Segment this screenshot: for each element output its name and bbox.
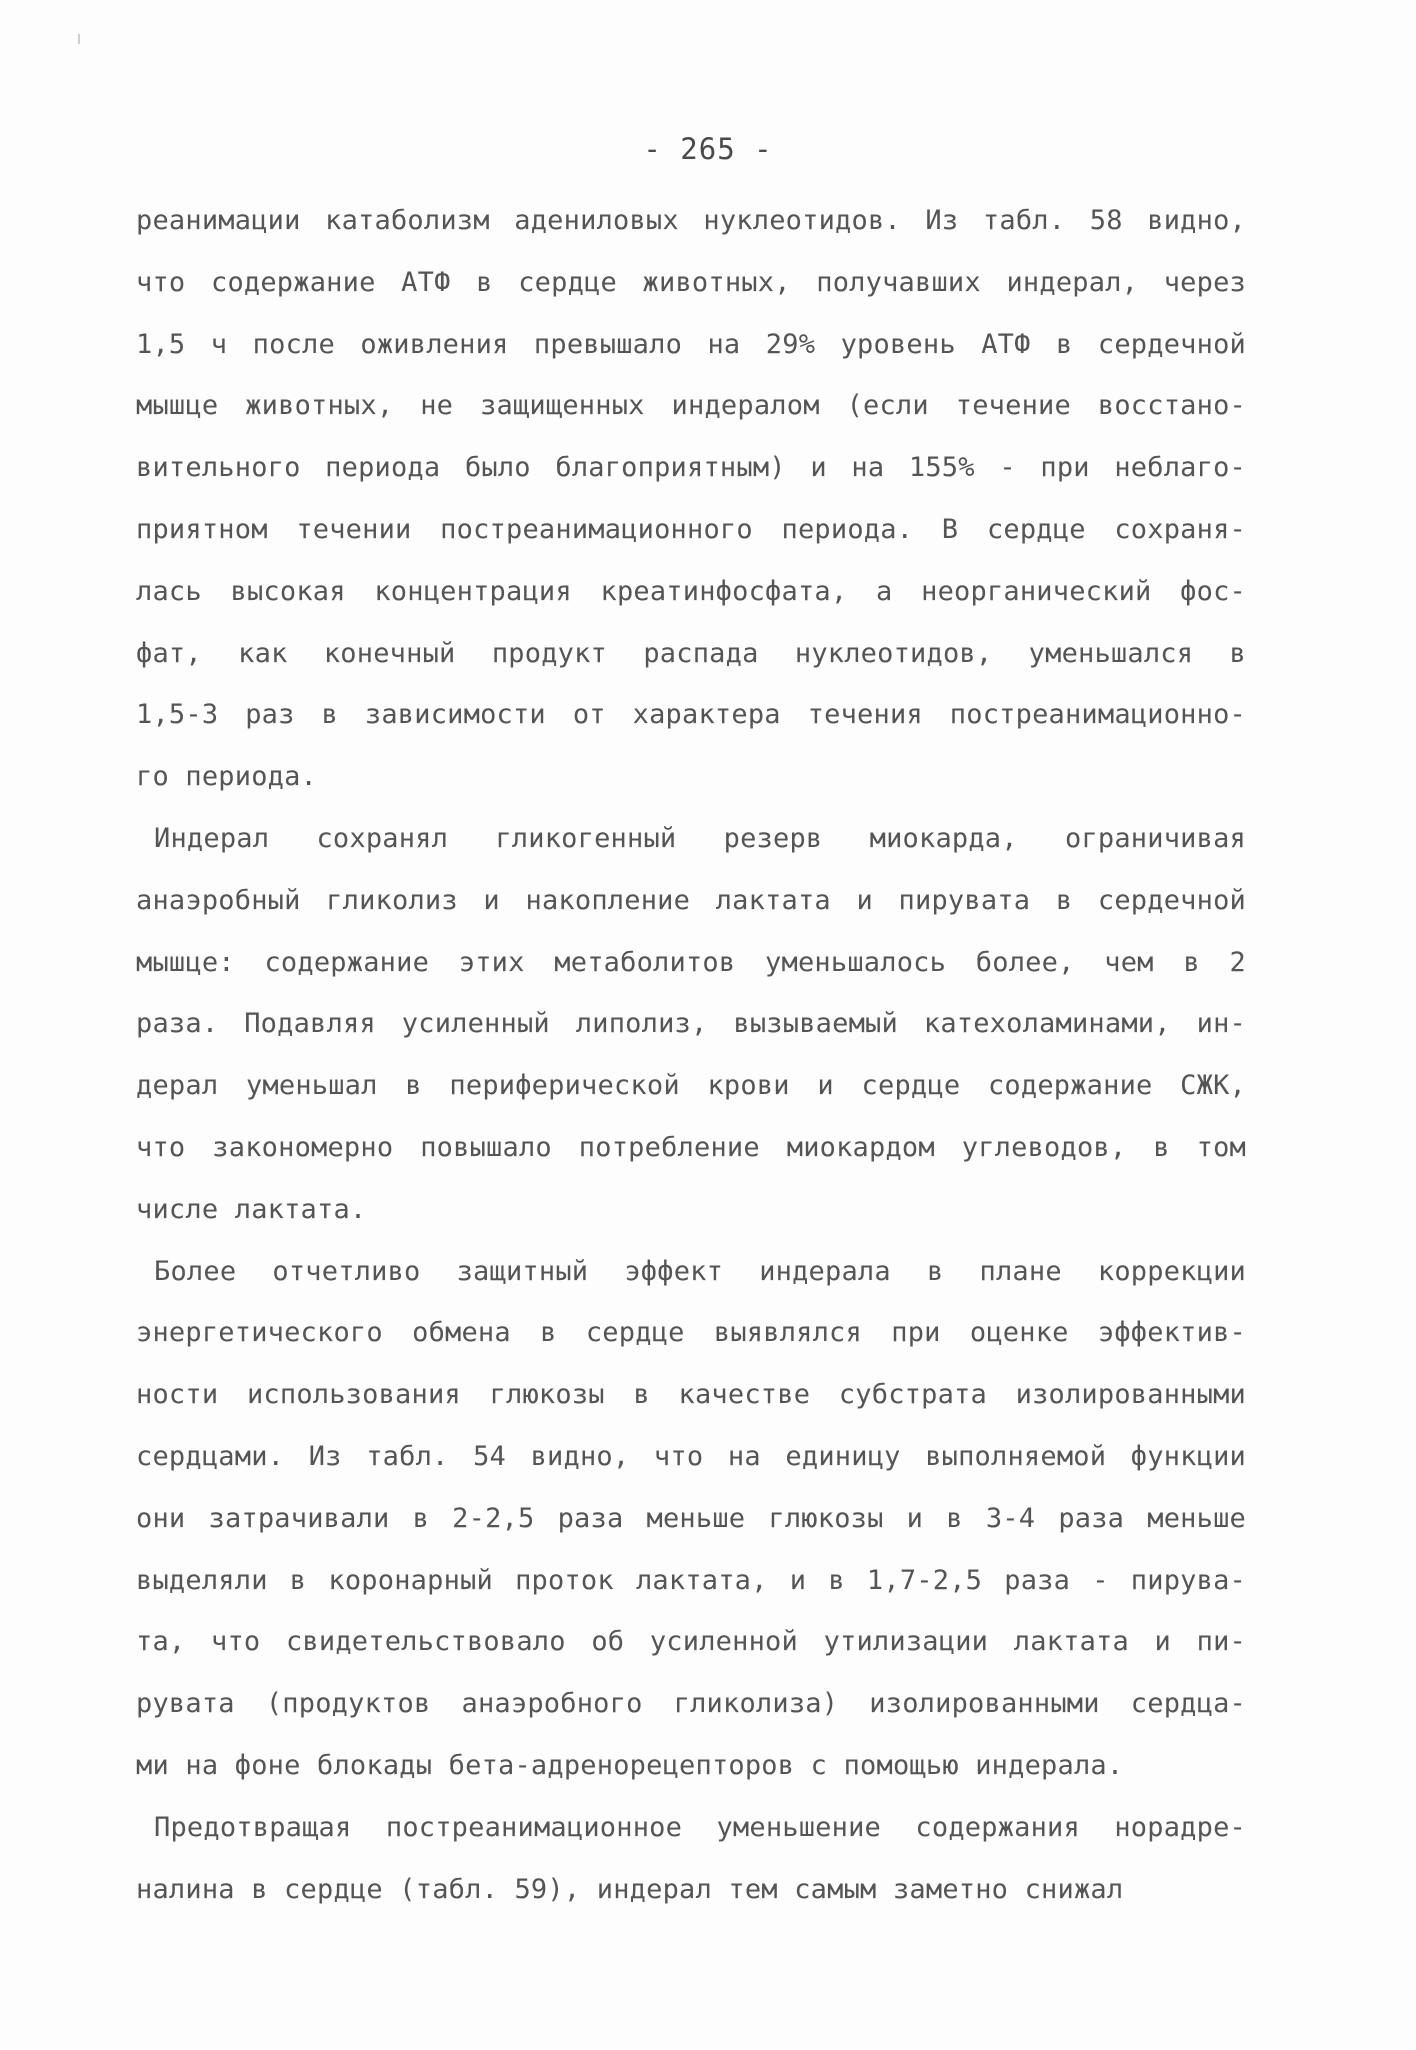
text-line: сердцами. Из табл. 54 видно, что на единицу выполняемой функции	[136, 1440, 1246, 1472]
text-line: энергетического обмена в сердце выявлялся при оценке эффектив-	[136, 1317, 1246, 1349]
paragraph	[136, 1241, 1246, 1797]
paragraph	[136, 190, 1246, 808]
text-line: рувата (продуктов анаэробного гликолиза) изолированными сердца-	[136, 1688, 1246, 1720]
text-line: приятном течении постреанимационного периода. В сердце сохраня-	[136, 513, 1246, 545]
text-line: лась высокая концентрация креатинфосфата, а неорганический фос-	[136, 575, 1246, 607]
text-line: они затрачивали в 2-2,5 раза меньше глюкозы и в 3-4 раза меньше	[136, 1502, 1246, 1534]
text-line: вительного периода было благоприятным) и на 155% - при неблаго-	[136, 452, 1246, 484]
paragraph	[136, 1797, 1246, 1921]
text-line: 1,5-3 раз в зависимости от характера течения постреанимационно-	[136, 699, 1246, 731]
paragraph	[136, 808, 1246, 1241]
text-line: что содержание АТФ в сердце животных, получавших индерал, через	[136, 266, 1246, 298]
text-line: выделяли в коронарный проток лактата, и в 1,7-2,5 раза - пирува-	[136, 1564, 1246, 1596]
text-line: Индерал сохранял гликогенный резерв миокарда, ограничивая	[154, 822, 1246, 854]
text-line: ности использования глюкозы в качестве субстрата изолированными	[136, 1379, 1246, 1411]
text-line: раза. Подавляя усиленный липолиз, вызываемый катехоламинами, ин-	[136, 1008, 1246, 1040]
text-line: го периода.	[136, 761, 318, 793]
text-line: что закономерно повышало потребление миокардом углеводов, в том	[136, 1131, 1246, 1163]
page-number: - 265 -	[643, 132, 773, 166]
text-line: мышце: содержание этих метаболитов уменьшалось более, чем в 2	[136, 946, 1246, 978]
text-line: Предотвращая постреанимационное уменьшение содержания норадре-	[154, 1811, 1246, 1843]
text-line: анаэробный гликолиз и накопление лактата и пирувата в сердечной	[136, 884, 1246, 916]
text-line: реанимации катаболизм адениловых нуклеотидов. Из табл. 58 видно,	[136, 205, 1246, 236]
text-line: дерал уменьшал в периферической крови и сердце содержание СЖК,	[136, 1070, 1246, 1102]
text-line: ми на фоне блокады бета-адренорецепторов с помощью индерала.	[136, 1749, 1124, 1781]
text-line: фат, как конечный продукт распада нуклеотидов, уменьшался в	[136, 637, 1246, 669]
text-line: числе лактата.	[136, 1193, 367, 1225]
text-line: мышце животных, не защищенных индералом (если течение восстано-	[136, 390, 1246, 422]
text-line: налина в сердце (табл. 59), индерал тем самым заметно снижал	[136, 1873, 1124, 1905]
body-text	[136, 190, 1246, 1920]
text-line: Более отчетливо защитный эффект индерала в плане коррекции	[154, 1255, 1246, 1287]
scan-mark	[78, 34, 80, 44]
text-line: 1,5 ч после оживления превышало на 29% уровень АТФ в сердечной	[136, 328, 1246, 360]
text-line: та, что свидетельствовало об усиленной утилизации лактата и пи-	[136, 1626, 1246, 1658]
